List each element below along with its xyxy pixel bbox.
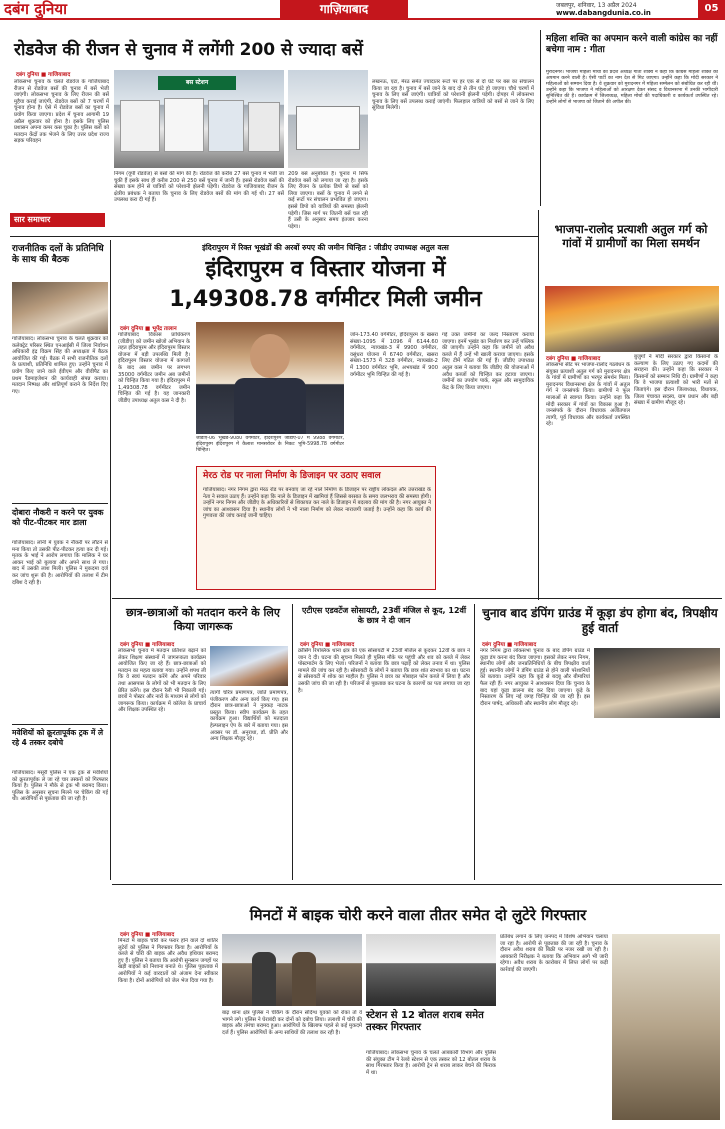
mid-byline-2: दबंग दुनिया ■ गाजियाबाद [300, 642, 355, 648]
mid-headline-2: एटीएस एडवर्टेज सोसायटी, 23वीं मंजिल से कूद, 12वीं के छात्र ने दी जान [301, 606, 467, 625]
right-byline: दबंग दुनिया ■ गाजियाबाद [546, 356, 601, 362]
mid-text-3: नगर निगम द्वारा लोकसभा चुनाव के बाद डंपिंग ग्राउंड में कूड़ा डंप करना बंद किया जाएगा। इसको लेकर नगर निगम, स्थानीय लोगों और जनप्रतिनिधियों के बीच त्रिपक्षीय वार्ता हुई। स्थानीय लोगों ने डंपिंग ग्राउंड से होने वाली परेशानियों को बताया। उन्होंने कहा कि कूड़े से बदबू और बीमारियां फैल रही हैं। नगर आयुक्त ने आश्वासन दिया कि चुनाव के बाद यहां कूड़ा डालना बंद कर दिया जाएगा। कूड़े के निस्तारण के लिए नई जगह चिन्हित की जा रही है। इस दौरान पार्षद, अधिकारी और स्थानीय लोग मौजूद रहे। [480, 648, 590, 707]
lead-col-4: 209 बसें अनुबंधित हैं। चुनाव में सिर्फ रोडवेज बसों को लगाया जा रहा है। इसके लिए रीजन के प्रत्येक डिपो से बसों को लिया जाएगा। बसों के चुनाव में लगने से कई रूटों पर संचालन प्रभावित हो जाएगा। इससे डिपो को यात्रियों की समस्या झेलनी पड़ेगी। जिस मार्ग पर जितनी बसें चल रही हैं उसी के अनुसार समय इंतजार करना पड़ेगा। [288, 171, 368, 230]
bottom-photo-accused [222, 934, 362, 1006]
center-box [196, 466, 436, 590]
lead-col-1: लोकसभा चुनाव के चलते रोडवेज के गाजियाबाद रीजन से रोडवेज बसों की चुनाव में बसें भेजी जाएंगी। लोकसभा चुनाव के लिए रीजन की बसें मुहैया कराई जाएंगी, रोडवेज बसों को 7 चरणों में चुनाव होना है। ऐसे में रोडवेज बसों का चुनाव में प्रयोग किया जाएगा। प्रदेश में चुनाव आगामी 19 अप्रैल शुक्रवार को होना है। इसके लिए पुलिस प्रशासन अपना कमर कस चुका है। पुलिस बलों को मतदान केंद्रों तक भेजने के लिए उत्तर प्रदेश राज्य सड़क परिवहन [14, 79, 109, 145]
mid-headline-3: चुनाव बाद डंपिंग ग्राउंड में कूड़ा डंप होगा बंद, त्रिपक्षीय हुई वार्ता [482, 606, 718, 635]
bottom-box [366, 1010, 496, 1120]
divider-left-1 [12, 503, 108, 504]
right-photo-crowd [545, 286, 719, 352]
center-kicker: इंदिरापुरम में रिक्त भूखंडों की अरबों रुपए की जमीन चिन्हित : जीडीए उपाध्यक्ष अतुल वत्स [202, 243, 449, 252]
bottom-box-text: गाजियाबाद। लोकसभा चुनाव के चलते आबकारी विभाग और पुलिस की संयुक्त टीम ने रेलवे स्टेशन से एक तस्कर को 12 बोतल शराब के साथ गिरफ्तार किया है। आरोपी ट्रेन से शराब लाकर बेचने की फिराक में था। [366, 1050, 496, 1076]
mid-photo-meeting [594, 648, 720, 718]
lead-photo-roadways [288, 70, 368, 168]
left-photo-meeting [12, 282, 108, 334]
bottom-col-2: बाढ़ थाना क्षेत्र पुलिस ने चेकिंग के दौरान संदिग्ध युवकों को रोका तो वे भागने लगे। पुलिस ने घेराबंदी कर दोनों को दबोच लिया। तलाशी में चोरी की बाइक और तमंचा बरामद हुआ। आरोपियों के खिलाफ पहले से कई मुकदमे दर्ज हैं। पुलिस आरोपियों के अन्य साथियों की तलाश कर रही है। [222, 1010, 362, 1036]
bottom-headline: मिनटों में बाइक चोरी करने वाला तीतर समेत दो लुटेरे गिरफ्तार [249, 906, 587, 924]
divider-center-right [538, 210, 539, 600]
lead-headline: रोडवेज की रीजन से चुनाव में लगेंगी 200 से ज्यादा बसें [14, 40, 363, 60]
lead-col-5: लखनऊ, एटा, मेरठ समेत ज्यादातर रूटों पर हर एक से दो घंटे पर बस का संचालन किया जा रहा है। चुनाव में बसें जाने के बाद दो से तीन घंटे हो जाएगा। चौथे चरणों में चुनाव के लिए बसें जाएंगी। यात्रियों को परेशानी झेलनी पड़ेगी। दोपहर में लोकसभा चुनाव के लिए बसें उपलब्ध कराई जाएंगी। फिलहाल यात्रियों को बसों से जाने के लिए सुविधा मिलेगी। [372, 79, 534, 112]
page-number: 05 [698, 0, 725, 18]
section-label: सार समाचार [10, 213, 105, 227]
mid-text-2: क्रॉसिंग रिपब्लिक थाना क्षेत्र की एक सोसायटी में 23वीं मंजिल से कूदकर 12वीं के छात्र ने जान दे दी। घटना की सूचना मिलते ही पुलिस मौके पर पहुंची और शव को कब्जे में लेकर पोस्टमार्टम के लिए भेजा। परिजनों ने बताया कि छात्र पढ़ाई को लेकर तनाव में था। पुलिस मामले की जांच कर रही है। सोसायटी के लोगों ने बताया कि छात्र शांत स्वभाव का था। घटना से सोसायटी में शोक का माहौल है। पुलिस ने छात्र का मोबाइल फोन कब्जे में लिया है और उसकी जांच की जा रही है। परिजनों से पूछताछ कर घटना के कारणों का पता लगाया जा रहा है। [298, 648, 470, 694]
bottom-photo-liquor [612, 934, 720, 1120]
left-headline-1: राजनीतिक दलों के प्रतिनिधि के साथ की बैठक [12, 244, 104, 265]
officer-figure [250, 334, 290, 378]
center-photo-officer [196, 322, 344, 434]
bottom-byline: दबंग दुनिया ■ गाजियाबाद [120, 932, 175, 938]
bus-5 [296, 106, 360, 150]
lead-col-2: निगम (यूपी रोडवेज) से बसों की मांग की है। रोडवेज की करीब 27 बसें चुनाव में भेजी जा चुकी हैं इसके साथ ही करीब 200 से 250 बसें चुनाव में जानी हैं। इससे रोडवेज बसों की संख्या कम होने से यात्रियों को परेशानी झेलनी पड़ेगी। रोडवेज के गाजियाबाद रीजन के क्षेत्रीय प्रबंधक ने बताया कि चुनाव के लिए रोडवेज बसों की मांग की गई थी। 27 बसें उपलब्ध करा दी गई हैं। [114, 171, 284, 204]
center-box-headline: मेरठ रोड पर नाला निर्माण के डिजाइन पर उठाए सवाल [203, 471, 381, 481]
accused-1 [252, 952, 276, 1006]
masthead-website[interactable]: www.dabangdunia.co.in [556, 9, 651, 17]
lead-photo-buses [114, 70, 284, 168]
mid-text-1b: त्यागी चरित्र प्रमाणपत्र, जाति प्रमाणपत्र, पंजीकरण और अन्य कार्य किए गए। इस दौरान छात्र-छात्राओं ने नुक्कड़ नाटक प्रस्तुत किया। स्वीप कार्यक्रम के तहत कार्यक्रम हुआ। विद्यार्थियों को मतदाता हेल्पलाइन ऐप के बारे में बताया गया। इस अवसर पर डॉ. अनुराधा, डॉ. प्रीति और अन्य शिक्षक मौजूद रहे। [210, 690, 288, 743]
bus-2 [164, 98, 204, 152]
left-text-1: गाजियाबाद। लोकसभा चुनाव के चलते शुक्रवार को कलेक्ट्रेट परिसर स्थित एनआईसी में जिला निर्वाचन अधिकारी इंद्र विक्रम सिंह की अध्यक्षता में बैठक आयोजित की गई। बैठक में सभी राजनीतिक दलों के प्रत्याशी, प्रतिनिधि शामिल हुए। उन्होंने चुनाव में प्रयोग किए जाने वाले ईवीएम और वीवीपैट का प्रथम रैंडमाइजेशन की कार्यवाही संपन्न कराया। मतदान निष्पक्ष और शांतिपूर्ण कराने के निर्देश दिए गए। [12, 336, 108, 395]
divider-topright [540, 30, 541, 206]
topright-headline: महिला शक्ति का अपमान करने वाली कांग्रेस का नहीं बचेगा नाम : गीता [546, 34, 718, 55]
left-headline-2: दोबारा नौकरी न करने पर युवक को पीट-पीटकर मार डाला [12, 508, 104, 527]
mid-text-1: लोकसभा चुनाव में मतदान प्रतिशत बढ़ाने को लेकर शिक्षण संस्थानों में जागरूकता कार्यक्रम आयोजित किए जा रहे हैं। छात्र-छात्राओं को मतदान का महत्व बताया गया। उन्होंने शपथ ली कि वे स्वयं मतदान करेंगे और अपने परिवार तथा आसपास के लोगों को भी मतदान के लिए प्रेरित करेंगे। इस दौरान रैली भी निकाली गई। छात्रों ने पोस्टर और नारों के माध्यम से लोगों को जागरूक किया। कार्यक्रम में कॉलेज के प्राचार्य और शिक्षक उपस्थित रहे। [118, 648, 206, 714]
center-photo-caption: जीडीए-06 भूखंड-9080 वर्गमीटर, इंदिरापुरम जीडीए-07 में 9988 वर्गमीटर, इंदिरापुरम इंदिरापुरम में कैलाश मानसरोवर के निकट भूमि-5998.78 वर्गमीटर चिन्हित। [196, 436, 344, 453]
center-headline-1: इंदिरापुरम व विस्तार योजना में [205, 257, 446, 282]
center-col-4: गई उक्त जमीनों का जल्द निस्तारण कराया जाएगा। इनमें भूखंड का निर्धारण कर उन्हें पब्लिक की जाएगी। उन्होंने कहा कि जमीनें जो अवैध कब्जे में हैं उन्हें भी खाली कराया जाएगा। इसके लिए टीमें गठित की गई हैं। जीडीए उपाध्यक्ष अतुल वत्स ने बताया कि जीडीए की योजनाओं में अवैध कब्जों को चिन्हित कर हटाया जाएगा। जमीनों का उपयोग पार्क, स्कूल और सामुदायिक केंद्र के लिए किया जाएगा। [442, 332, 534, 391]
masthead-edition: गाज़ियाबाद [280, 0, 408, 18]
center-col-1: गाजियाबाद विकास प्राधिकरण (जीडीए) को जमीन खोजो अभियान के तहत इंदिरापुरम और इंदिरापुरम विस्तार योजना में बड़ी उपलब्धि मिली है। इंदिरापुरम विस्तार योजना में कागजों के बाद अब जमीन पर लगभग 35000 वर्गमीटर जमीन अब जमीनों को चिन्हित किया गया है। इंदिरापुरम में 1,49308.78 वर्गमीटर जमीन चिन्हित की गई है। यह जानकारी जीडीए उपाध्यक्ष अतुल वत्स ने दी है। [118, 332, 190, 404]
center-byline: दबंग दुनिया ■ भूपेंद्र तालान [120, 326, 177, 332]
right-headline: भाजपा-रालोद प्रत्याशी अतुल गर्ग को गांवों में ग्रामीणों का मिला समर्थन [554, 222, 708, 250]
bottom-box-headline: स्टेशन से 12 बोतल शराब समेत तस्कर गिरफ्तार [366, 1010, 484, 1033]
divider-lead [10, 236, 538, 237]
divider-left-col [110, 240, 111, 880]
officer-body [234, 378, 306, 434]
divider-left-2 [12, 724, 108, 725]
bus-1 [120, 100, 160, 152]
bottom-col-3: प्रतिबंध लगाने के लिए जनपद में विशेष अभियान चलाया जा रहा है। आरोपी से पूछताछ की जा रही है। चुनाव के दौरान अवैध शराब की बिक्री पर नजर रखी जा रही है। आबकारी निरीक्षक ने बताया कि अभियान आगे भी जारी रहेगा। अवैध शराब के कारोबार में लिप्त लोगों पर कड़ी कार्रवाई की जाएगी। [500, 934, 608, 973]
left-headline-3: मवेशियों को क्रूरतापूर्वक ट्रक में ले रहे 4 तस्कर दबोचे [12, 728, 104, 747]
divider-mid [112, 598, 722, 599]
left-text-3: गाजियाबाद। मसूरी पुलिस ने एक ट्रक से मवेशियों को क्रूरतापूर्वक ले जा रहे चार तस्करों को गिरफ्तार किया है। पुलिस ने मौके से ट्रक भी बरामद किया। पुलिस के अनुसार सूचना मिलने पर चेकिंग की गई थी। आरोपियों से पूछताछ की जा रही है। [12, 770, 108, 803]
right-col-1: लोकसभा सीट पर भाजपा-रालोद गठबंधन के संयुक्त प्रत्याशी अतुल गर्ग को मुरादनगर क्षेत्र के गांवों में ग्रामीणों का भरपूर समर्थन मिला। मुरादनगर विधानसभा क्षेत्र के गांवों में अतुल गर्ग ने जनसंपर्क किया। ग्रामीणों ने फूल मालाओं से स्वागत किया। उन्होंने कहा कि मोदी सरकार में गांवों का विकास हुआ है। जनसंपर्क के दौरान विधायक अजीतपाल त्यागी, पूर्व विधायक और कार्यकर्ता उपस्थित रहे। [546, 362, 630, 428]
topright-text: मुरादनगर। भाजपा महिला मोर्चा की प्रदेश अध्यक्ष गीता शाक्य ने कहा कि कांग्रेस महिला शक्ति का अपमान करने वाली है। ऐसी पार्टी का नाम देश से मिट जाएगा। उन्होंने कहा कि मोदी सरकार ने महिलाओं को सम्मान दिया है। वे शुक्रवार को मुरादनगर में महिला सम्मेलन को संबोधित कर रही थीं। उन्होंने कहा कि भाजपा ने महिलाओं को आरक्षण देकर संसद व विधानसभा में उनकी भागीदारी सुनिश्चित की है। कार्यक्रम में जिलाध्यक्ष, महिला मोर्चा की पदाधिकारी व कार्यकर्ता उपस्थित रहे। उन्होंने लोगों से भाजपा को जिताने की अपील की। [546, 70, 718, 105]
lead-byline: दबंग दुनिया ■ गाजियाबाद [16, 72, 71, 78]
center-box-text: गाजियाबाद। नगर निगम द्वारा मेरठ रोड पर बनवाए जा रहे नाले निर्माण के डिजाइन पर राष्ट्रीय लोकदल और उत्तराखंड के नेता ने सवाल उठाए हैं। उन्होंने कहा कि नाले के डिजाइन में खामियां हैं जिससे बरसात के समय जलभराव की समस्या होगी। उन्होंने नगर निगम और जीडीए के अधिकारियों से शिकायत कर नाले के डिजाइन में बदलाव की मांग की है। नगर आयुक्त ने जांच का आश्वासन दिया है। स्थानीय लोगों ने भी नाला निर्माण को लेकर नाराजगी जताई है। उन्होंने कहा कि कार्य की गुणवत्ता की जांच कराई जानी चाहिए। [203, 487, 431, 520]
bus-4 [248, 102, 280, 152]
bottom-photo-bikes [366, 934, 496, 1006]
accused-2 [292, 952, 316, 1006]
masthead [0, 0, 725, 20]
bus-3 [208, 100, 244, 152]
masthead-brand: दबंग दुनिया [4, 0, 67, 18]
bottom-col-1: मिनटों में बाइक चोरी कर फरार होने वाले दो शातिर लुटेरों को पुलिस ने गिरफ्तार किया है। आरोपियों के कब्जे से चोरी की बाइक और अवैध हथियार बरामद हुए हैं। पुलिस ने बताया कि आरोपी सुनसान जगहों पर खड़ी बाइकों को निशाना बनाते थे। पुलिस पूछताछ में आरोपियों ने कई वारदातों को अंजाम देना स्वीकार किया है। दोनों आरोपियों को जेल भेज दिया गया है। [118, 938, 218, 984]
mid-headline-1: छात्र-छात्राओं को मतदान करने के लिए किया जागरूक [126, 606, 280, 633]
divider-mid-1 [292, 604, 293, 880]
bus-station-sign: बस स्टेशन [158, 76, 236, 90]
mid-byline-3: दबंग दुनिया ■ गाजियाबाद [482, 642, 537, 648]
divider-bottom [112, 884, 722, 885]
left-text-2: गाजियाबाद। लोनी में युवक ने नौकरी पर लौटने से मना किया तो उसकी पीट-पीटकर हत्या कर दी गई। मृतक के भाई ने आरोप लगाया कि मालिक ने घर आकर भाई को बुलाया और अपने साथ ले गया। बाद में उसकी लाश मिली। पुलिस ने मुकदमा दर्ज कर जांच शुरू की है। आरोपियों की तलाश में टीम दबिश दे रही है। [12, 540, 108, 586]
mid-byline-1: दबंग दुनिया ■ गाजियाबाद [120, 642, 175, 648]
masthead-date: जबलपुर, शनिवार, 13 अप्रैल 2024 [556, 2, 637, 9]
center-col-3: जोन-173.40 वर्गमीटर, इंदिरापुरम के खसरा संख्या-1095 में 1096 में 6144.60 वर्गमीटर, न्यायखंड-3 में 9900 वर्गमीटर, वसुंधरा योजना में 6740 वर्गमीटर, खसरा संख्या-1573 में 328 वर्गमीटर, न्यायखंड-2 में 1300 वर्गमीटर भूमि, अभयखंड में 900 वर्गमीटर भूमि चिन्हित की गई है। [350, 332, 438, 378]
right-col-2: बुजुर्गों ने मोदी सरकार द्वारा किसानों के कल्याण के लिए उठाए गए कदमों की सराहना की। उन्होंने कहा कि सरकार ने किसानों को सम्मान निधि दी। ग्रामीणों ने कहा कि वे भाजपा प्रत्याशी को भारी मतों से जिताएंगे। इस दौरान जिलाध्यक्ष, विधायक, जिला पंचायत सदस्य, ग्राम प्रधान और बड़ी संख्या में ग्रामीण मौजूद रहे। [634, 354, 718, 407]
center-headline-2: 1,49308.78 वर्गमीटर मिली जमीन [169, 287, 482, 312]
divider-mid-2 [474, 604, 475, 880]
mid-photo-students [210, 646, 288, 686]
